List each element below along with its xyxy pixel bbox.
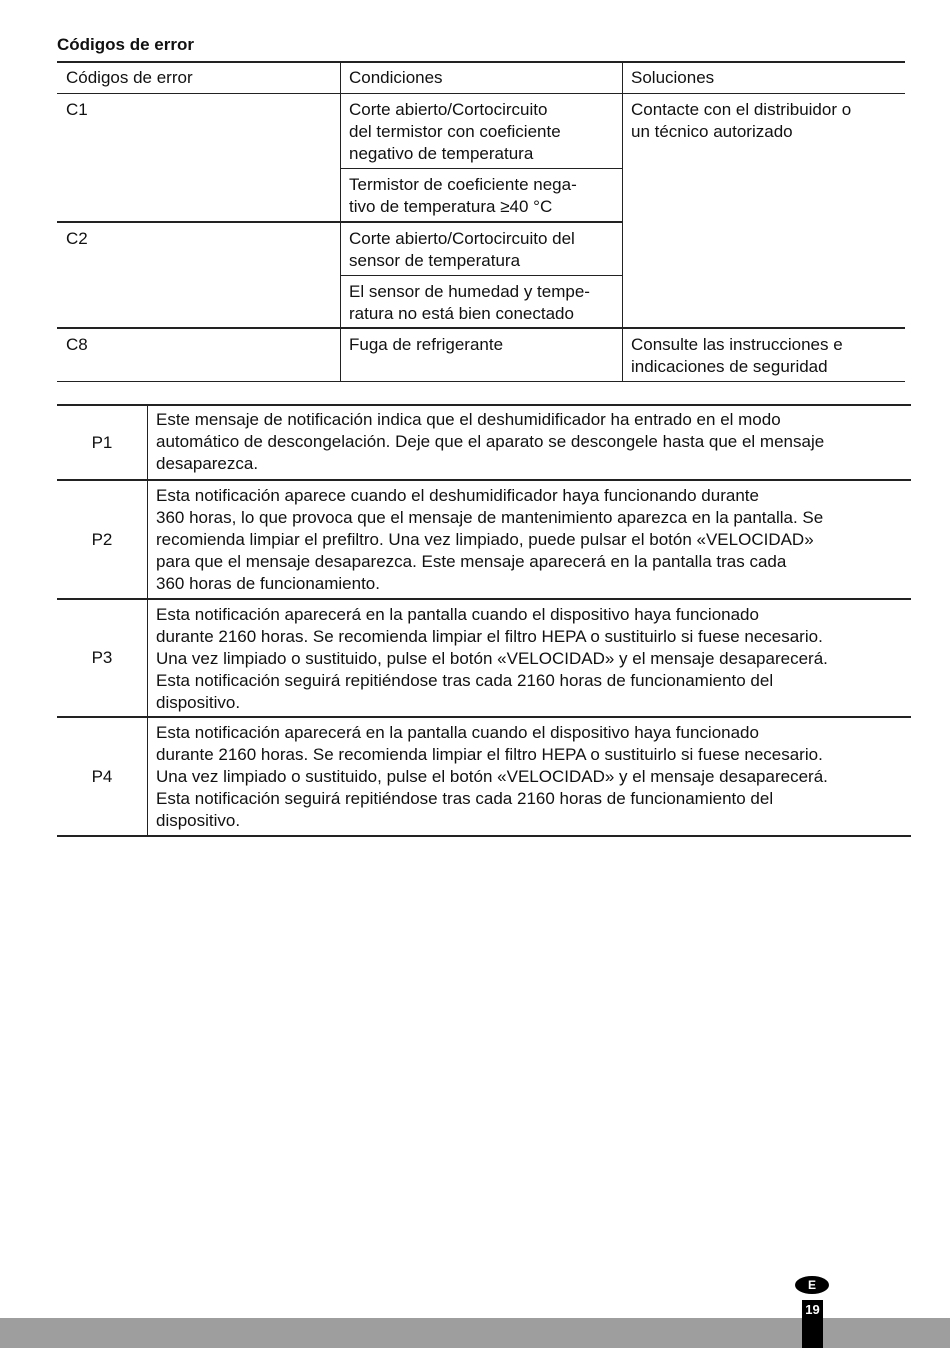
page-number: 19 [802, 1300, 823, 1348]
condition: Termistor de coeficiente nega- tivo de temperatura ≥40 °C [349, 175, 577, 216]
notification-text: Esta notificación aparecerá en la pantalla cuando el dispositivo haya funcionado durante 2160 horas. Se recomienda limpiar el filtro HEPA o sustituirlo si fuese necesario. Una vez limpiado o sustituido, pulse el botón «VELOCIDAD» y el mensaje desaparecerá. Esta notificación seguirá repitiéndose tras cada 2160 horas de funcionamiento del dispositivo. [156, 605, 828, 712]
header-codes: Códigos de error [66, 68, 193, 87]
notification-text: Esta notificación aparecerá en la pantalla cuando el dispositivo haya funcionado durante 2160 horas. Se recomienda limpiar el filtro HEPA o sustituirlo si fuese necesario. Una vez limpiado o sustituido, pulse el botón «VELOCIDAD» y el mensaje desaparecerá. Esta notificación seguirá repitiéndose tras cada 2160 horas de funcionamiento del dispositivo. [156, 723, 828, 830]
code-c8: C8 [66, 335, 88, 354]
section-title: Códigos de error [57, 35, 194, 54]
table-rule [57, 381, 905, 382]
condition: Corte abierto/Cortocircuito del termistor con coeficiente negativo de temperatura [349, 100, 561, 163]
code-p2: P2 [91, 529, 113, 549]
table-rule [57, 835, 911, 837]
code-c1: C1 [66, 100, 88, 119]
solution: Consulte las instrucciones e indicaciones de seguridad [631, 335, 843, 376]
condition: Fuga de refrigerante [349, 335, 504, 354]
header-solutions: Soluciones [631, 68, 715, 87]
condition: El sensor de humedad y tempe- ratura no está bien conectado [349, 282, 590, 323]
code-p4: P4 [91, 766, 113, 786]
condition: Corte abierto/Cortocircuito del sensor de temperatura [349, 229, 575, 270]
language-badge: E [795, 1276, 829, 1294]
code-p1: P1 [91, 432, 113, 452]
code-p3: P3 [91, 648, 113, 667]
solution: Contacte con el distribuidor o un técnico autorizado [631, 100, 852, 141]
notification-text: Este mensaje de notificación indica que el deshumidificador ha entrado en el modo automático de descongelación. Deje que el aparato se descongele hasta que el mensaje desaparezca. [156, 410, 825, 473]
code-c2: C2 [66, 229, 88, 248]
notification-text: Esta notificación aparece cuando el deshumidificador haya funcionando durante 360 horas, lo que provoca que el mensaje de mantenimiento aparezca en la pantalla. Se recomienda limpiar el prefiltro. Una vez limpiado, puede pulsar el botón «VELOCIDAD» para que el mensaje desaparezca. Este mensaje aparecerá en la pantalla tras cada 360 horas de funcionamiento. [156, 486, 824, 593]
header-conditions: Condiciones [349, 68, 443, 87]
